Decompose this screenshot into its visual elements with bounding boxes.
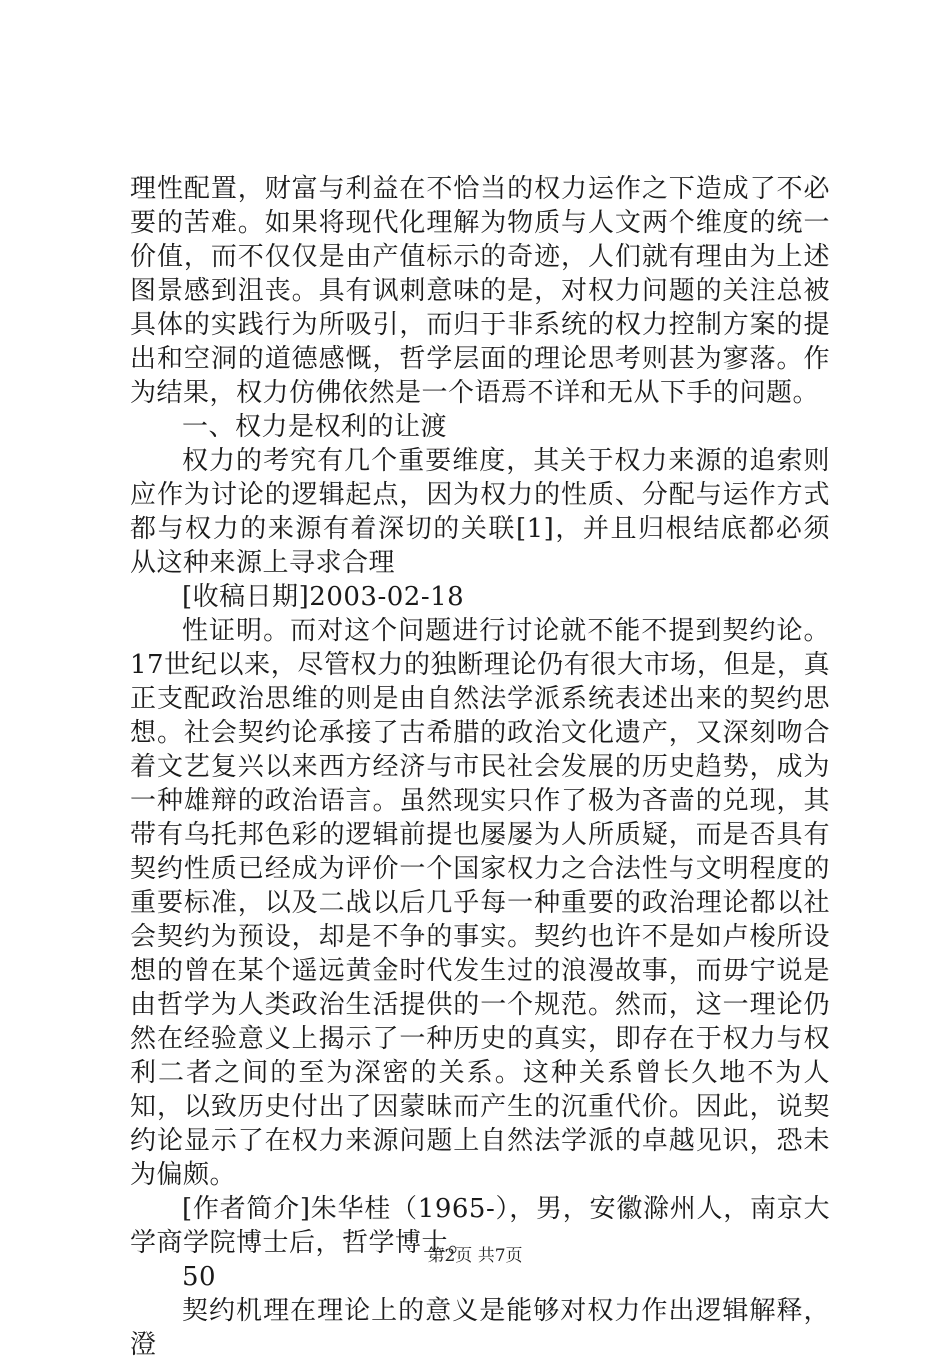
section-heading: 一、权力是权利的让渡 [182, 412, 448, 442]
inline-page-number: 50 [182, 1262, 217, 1292]
author-bio: [作者简介]朱华桂（1965-），男，安徽滁州人，南京大学商学院博士后，哲学博士。 [130, 1194, 830, 1258]
document-body [130, 172, 830, 1362]
paragraph-intro: 权力的考究有几个重要维度，其关于权力来源的追索则应作为讨论的逻辑起点，因为权力的性质、分配与运作方式都与权力的来源有着深切的关联[1]，并且归根结底都必须从这种来源上寻求合理 [130, 446, 830, 578]
received-date: [收稿日期]2003-02-18 [182, 582, 465, 612]
paragraph-contract-mechanism: 契约机理在理论上的意义是能够对权力作出逻辑解释，澄 [130, 1296, 830, 1360]
paragraph-contract-theory: 性证明。而对这个问题进行讨论就不能不提到契约论。17世纪以来，尽管权力的独断理论仍有很大市场，但是，真正支配政治思维的则是由自然法学派系统表述出来的契约思想。社会契约论承接了古希腊的政治文化遗产，又深刻吻合着文艺复兴以来西方经济与市民社会发展的历史趋势，成为一种雄辩的政治语言。虽然现实只作了极为吝啬的兑现，其带有乌托邦色彩的逻辑前提也屡屡为人所质疑，而是否具有契约性质已经成为评价一个国家权力之合法性与文明程度的重要标准，以及二战以后几乎每一种重要的政治理论都以社会契约为预设，却是不争的事实。契约也许不是如卢梭所设想的曾在某个遥远黄金时代发生过的浪漫故事，而毋宁说是由哲学为人类政治生活提供的一个规范。然而，这一理论仍然在经验意义上揭示了一种历史的真实，即存在于权力与权利二者之间的至为深密的关系。这种关系曾长久地不为人知，以致历史付出了因蒙昧而产生的沉重代价。因此，说契约论显示了在权力来源问题上自然法学派的卓越见识，恐未为偏颇。 [130, 616, 830, 1190]
paragraph-continuation: 理性配置，财富与利益在不恰当的权力运作之下造成了不必要的苦难。如果将现代化理解为物质与人文两个维度的统一价值，而不仅仅是由产值标示的奇迹，人们就有理由为上述图景感到沮丧。具有讽刺意味的是，对权力问题的关注总被具体的实践行为所吸引，而归于非系统的权力控制方案的提出和空洞的道德感慨，哲学层面的理论思考则甚为寥落。作为结果，权力仿佛依然是一个语焉不详和无从下手的问题。 [130, 174, 830, 408]
page-footer: 第2页 共7页 [427, 1246, 523, 1266]
